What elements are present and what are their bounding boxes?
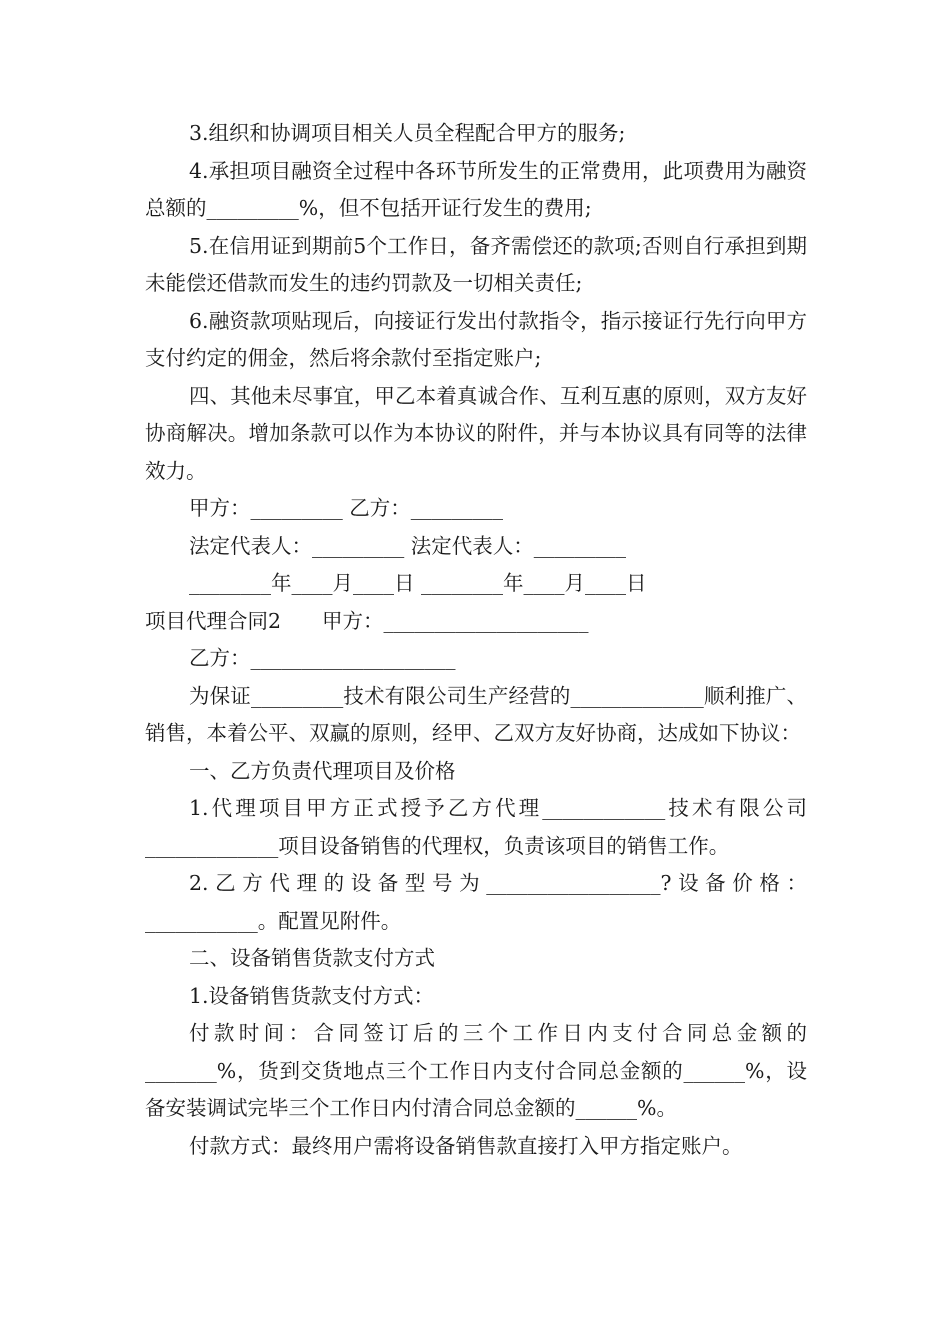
preamble: 为保证_________技术有限公司生产经营的_____________顺利推广、销售，本着公平、双赢的原则，经甲、乙双方友好协商，达成如下协议： <box>145 683 807 745</box>
clause-2-equipment: 2.乙方代理的设备型号为_________________?设备价格：___________。配置见附件。 <box>145 871 807 933</box>
signing-dates: ________年____月____日 ________年____月____日 <box>189 571 647 595</box>
document-page <box>145 115 807 1165</box>
clause-1-agency: 1.代理项目甲方正式授予乙方代理____________技术有限公司_____________项目设备销售的代理权，负责该项目的销售工作。 <box>145 796 807 858</box>
payment-timing: 付款时间：合同签订后的三个工作日内支付合同总金额的_______%，货到交货地点三个工作日内支付合同总金额的______%，设备安装调试完毕三个工作日内付清合同总金额的______%。 <box>145 1021 807 1120</box>
clause-6: 6.融资款项贴现后，向接证行发出付款指令，指示接证行先行向甲方支付约定的佣金，然后将余款付至指定账户; <box>145 308 807 370</box>
clause-3: 3.组织和协调项目相关人员全程配合甲方的服务; <box>189 121 626 145</box>
legal-representatives: 法定代表人：_________ 法定代表人：_________ <box>189 533 627 558</box>
section-two-heading: 二、设备销售货款支付方式 <box>189 946 435 970</box>
payment-mode: 付款方式：最终用户需将设备销售款直接打入甲方指定账户。 <box>189 1133 743 1158</box>
payment-method-heading: 1.设备销售货款支付方式： <box>189 983 435 1008</box>
party-b-line: 乙方：____________________ <box>189 646 456 670</box>
section-four: 四、其他未尽事宜，甲乙本着真诚合作、互利互惠的原则，双方友好协商解决。增加条款可以作为本协议的附件，并与本协议具有同等的法律效力。 <box>145 383 807 483</box>
clause-4: 4.承担项目融资全过程中各环节所发生的正常费用，此项费用为融资总额的_________%，但不包括开证行发生的费用; <box>145 158 807 220</box>
section-one-heading: 一、乙方负责代理项目及价格 <box>189 758 456 783</box>
party-signatures: 甲方：_________ 乙方：_________ <box>189 496 504 520</box>
contract-2-heading: 项目代理合同2 甲方：____________________ <box>145 608 589 633</box>
clause-5: 5.在信用证到期前5个工作日，备齐需偿还的款项;否则自行承担到期未能偿还借款而发生的违约罚款及一切相关责任; <box>145 233 807 295</box>
